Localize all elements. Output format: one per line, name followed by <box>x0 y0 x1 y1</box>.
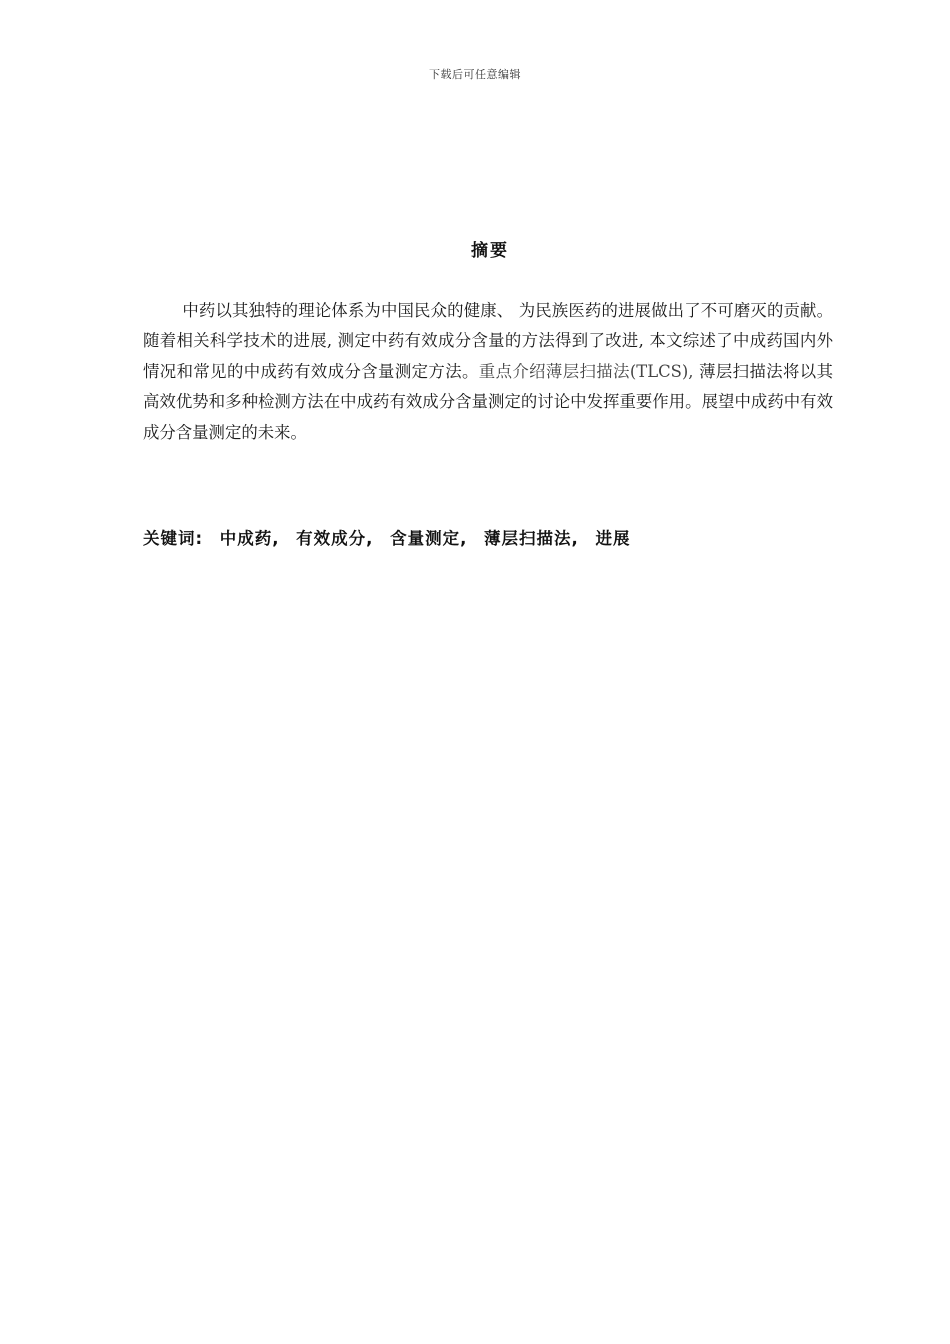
abstract-body-main: 中药以其独特的理论体系为中国民众的健康、 为民族医药的进展做出了不可磨灭的贡献。随着相关科学技术的进展, 测定中药有效成分含量的方法得到了改进, 本文综述了中成药国内外情况和常见的中成药有效成分含量测定方法。 <box>143 301 833 381</box>
keyword-item: 有效成分, <box>296 529 374 548</box>
abstract-body-highlight: 重点介绍薄层扫描法(TLCS), <box>478 361 694 381</box>
keyword-item: 薄层扫描法, <box>484 529 579 548</box>
keyword-item: 含量测定, <box>390 529 468 548</box>
abstract-body <box>143 296 833 448</box>
abstract-body-tail: 薄层扫描法将以其高效优势和多种检测方法在中成药有效成分含量测定的讨论中发挥重要作用。展望中成药中有效成分含量测定的未来。 <box>143 361 833 442</box>
keywords-label: 关键词: <box>143 529 204 548</box>
abstract-title: 摘要 <box>471 241 509 261</box>
keyword-item: 进展 <box>595 529 631 548</box>
keywords-line <box>143 525 843 549</box>
keyword-item: 中成药, <box>219 529 280 548</box>
header-note: 下载后可任意编辑 <box>429 68 521 81</box>
